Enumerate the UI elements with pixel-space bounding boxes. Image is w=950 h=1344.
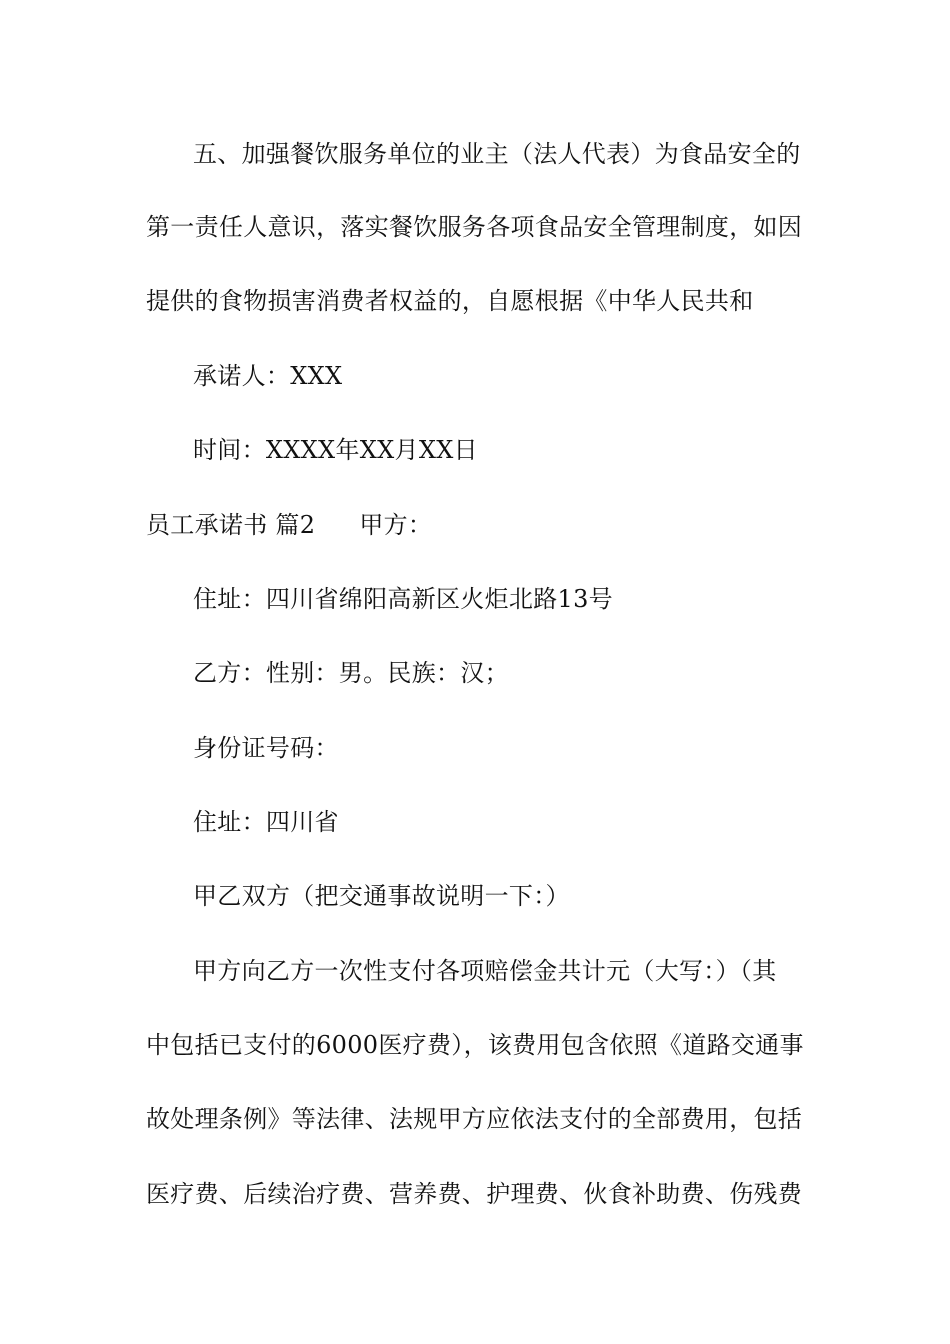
party-a-label: 甲方： xyxy=(359,511,433,539)
paragraph-line: 五、加强餐饮服务单位的业主（法人代表）为食品安全的 xyxy=(193,140,801,168)
party-b-address: 住址：四川省 xyxy=(193,808,339,836)
paragraph-line: 中包括已支付的6000医疗费），该费用包含依照《道路交通事 xyxy=(146,1031,804,1059)
promisor-line: 承诺人：XXX xyxy=(193,362,343,390)
paragraph-line: 甲方向乙方一次性支付各项赔偿金共计元（大写：）（其 xyxy=(193,957,777,985)
date-line: 时间：XXXX年XX月XX日 xyxy=(193,436,478,464)
paragraph-line: 故处理条例》等法律、法规甲方应依法支付的全部费用，包括 xyxy=(146,1105,803,1133)
paragraph-line: 提供的食物损害消费者权益的，自愿根据《中华人民共和 xyxy=(146,287,754,315)
section-heading-line xyxy=(146,509,826,541)
party-a-address: 住址：四川省绵阳高新区火炬北路13号 xyxy=(193,585,613,613)
paragraph-line: 第一责任人意识，落实餐饮服务各项食品安全管理制度，如因 xyxy=(146,213,803,241)
paragraph-line: 医疗费、后续治疗费、营养费、护理费、伙食补助费、伤残费 xyxy=(146,1180,803,1208)
section-title: 员工承诺书 篇2 xyxy=(146,511,316,539)
id-number-line: 身份证号码： xyxy=(193,734,339,762)
parties-line: 甲乙双方（把交通事故说明一下：） xyxy=(193,882,570,910)
party-b-line: 乙方：性别：男。民族：汉； xyxy=(193,659,509,687)
